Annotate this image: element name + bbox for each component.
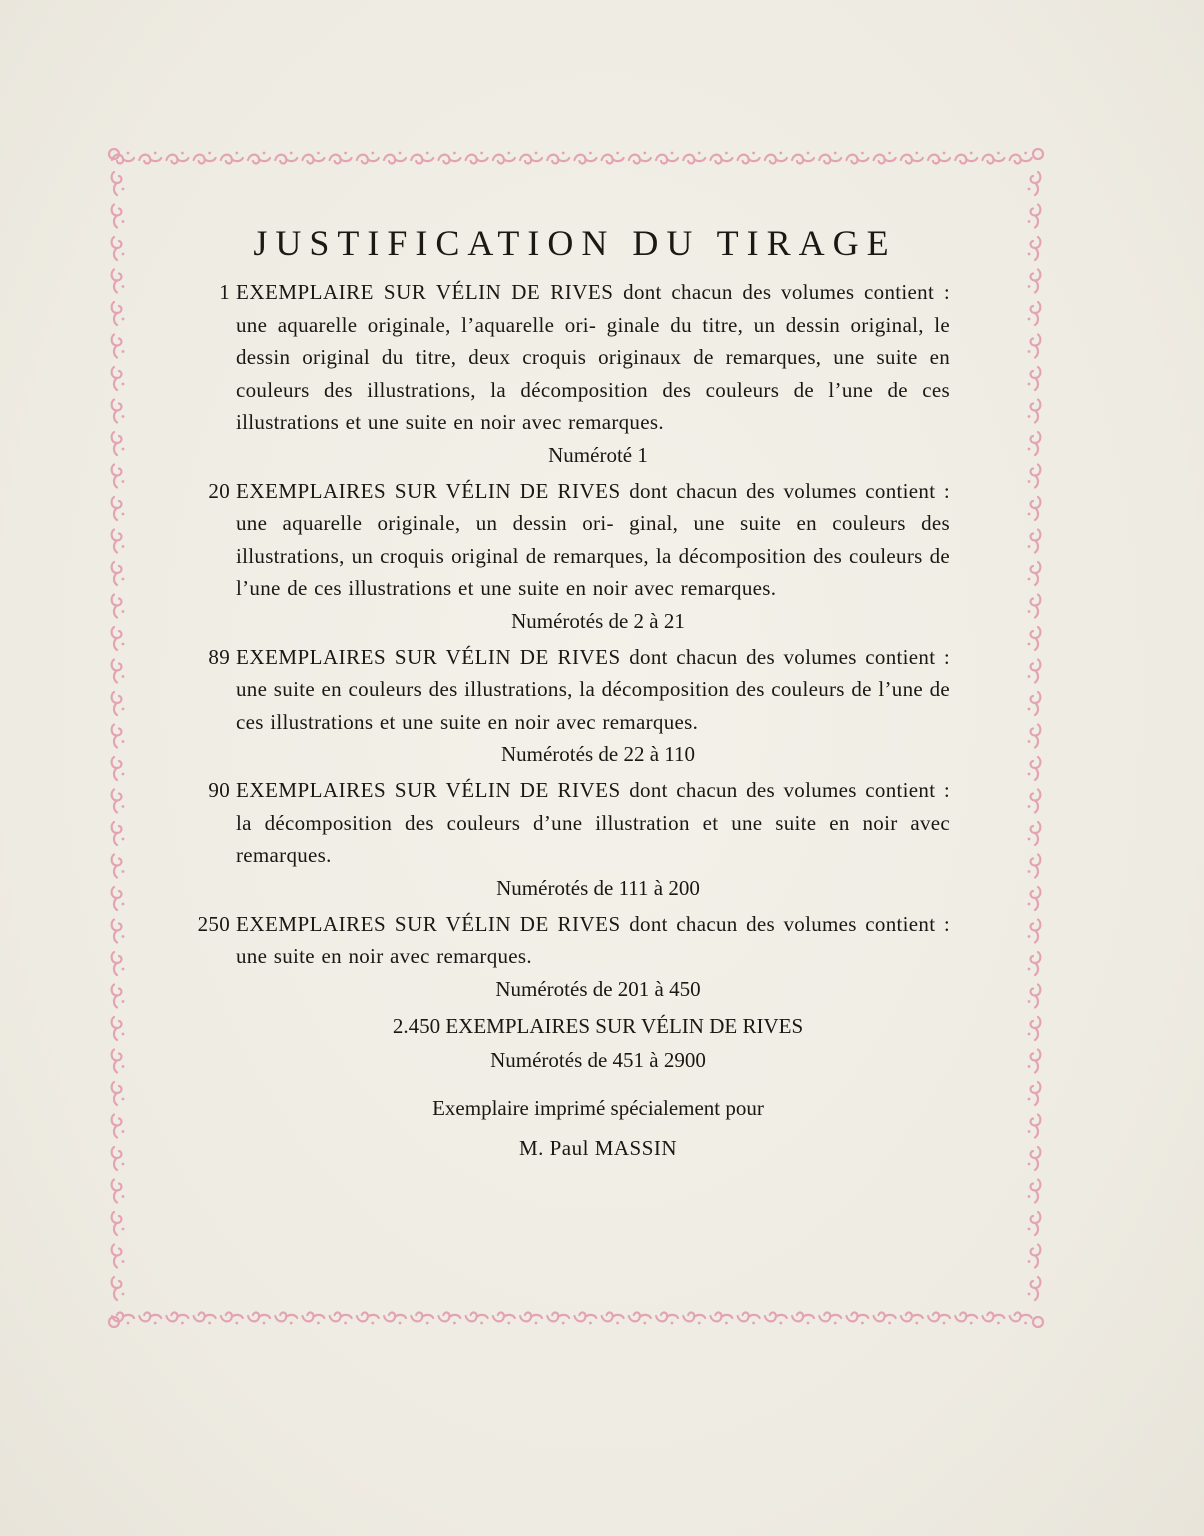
border-motif bbox=[901, 1313, 923, 1325]
edition-numbering: Numéroté 1 bbox=[548, 442, 648, 467]
border-motif bbox=[738, 1313, 760, 1325]
border-motif bbox=[194, 1313, 216, 1325]
edition-text: dont chacun des volumes contient : une aquarelle originale, l’aquarelle ori- ginale du titre, un dessin original, le dessin original du titre, deux croquis originaux de remarques, une suite en couleurs des illustrations, la décomposition des couleurs de l’une de ces illustrations et une suite en noir avec remarques. bbox=[236, 280, 950, 434]
border-motif bbox=[112, 1082, 125, 1105]
border-motif bbox=[221, 1313, 243, 1325]
edition-count: 250 bbox=[197, 911, 230, 936]
border-motif bbox=[602, 152, 624, 164]
border-motif bbox=[112, 1212, 125, 1235]
edition-numbering: Numérotés de 22 à 110 bbox=[500, 742, 695, 766]
dedication bbox=[150, 1091, 1000, 1165]
edition-numbering: Numérotés de 201 à 450 bbox=[495, 976, 701, 1001]
border-motif bbox=[1028, 497, 1041, 520]
border-motif bbox=[112, 822, 125, 845]
border-motif bbox=[139, 1313, 161, 1325]
border-motif bbox=[1028, 335, 1041, 358]
general-edition bbox=[150, 1009, 1000, 1077]
border-motif bbox=[302, 1313, 324, 1325]
edition-text: dont chacun des volumes contient : une suite en noir avec remarques. bbox=[236, 911, 950, 968]
border-motif bbox=[1028, 1115, 1041, 1138]
border-motif bbox=[1028, 1180, 1041, 1203]
border-motif bbox=[112, 1180, 125, 1203]
edition-numbering: Numérotés de 111 à 200 bbox=[496, 875, 700, 900]
border-motif bbox=[656, 1313, 678, 1325]
border-motif bbox=[166, 1313, 188, 1325]
border-motif bbox=[1028, 692, 1041, 715]
border-motif bbox=[112, 465, 125, 488]
general-edition-headline: 2.450 EXEMPLAIRES SUR VÉLIN DE RIVES bbox=[392, 1013, 804, 1038]
border-motif bbox=[1028, 595, 1041, 618]
border-motif bbox=[547, 152, 569, 164]
border-motif bbox=[819, 152, 841, 164]
edition-entry bbox=[150, 276, 1000, 471]
border-motif bbox=[1028, 887, 1041, 910]
border-motif bbox=[982, 1313, 1004, 1325]
border-motif bbox=[710, 152, 732, 164]
border-motif bbox=[112, 660, 125, 683]
border-motif bbox=[194, 152, 216, 164]
edition-entry bbox=[150, 774, 1000, 904]
border-motif bbox=[928, 152, 950, 164]
edition-text: dont chacun des volumes contient : une suite en couleurs des illustrations, la décomposition des couleurs de l’une de ces illustrations et une suite en noir avec remarques. bbox=[236, 644, 950, 734]
border-motif bbox=[520, 1313, 542, 1325]
border-motif bbox=[547, 1313, 569, 1325]
edition-entry bbox=[150, 641, 1000, 771]
border-motif bbox=[1028, 725, 1041, 748]
border-motif bbox=[275, 152, 297, 164]
border-motif bbox=[112, 887, 125, 910]
border-motif bbox=[1028, 400, 1041, 423]
border-motif bbox=[819, 1313, 841, 1325]
edition-text: dont chacun des volumes contient : la décomposition des couleurs d’une illustration et une suite en noir avec remarques. bbox=[236, 778, 950, 867]
border-motif bbox=[221, 152, 243, 164]
border-motif bbox=[112, 172, 125, 195]
edition-entry bbox=[150, 475, 1000, 637]
border-motif bbox=[1010, 152, 1032, 164]
border-motif bbox=[846, 1313, 868, 1325]
border-motif bbox=[112, 595, 125, 618]
border-motif bbox=[1028, 1212, 1041, 1235]
border-motif bbox=[112, 270, 125, 293]
border-motif bbox=[466, 1313, 488, 1325]
edition-count: 1 bbox=[219, 280, 230, 304]
edition-list bbox=[150, 276, 1000, 1005]
border-motif bbox=[330, 1313, 352, 1325]
border-motif bbox=[574, 1313, 596, 1325]
border-motif bbox=[384, 1313, 406, 1325]
edition-text: dont chacun des volumes contient : une aquarelle originale, un dessin ori- ginal, une suite en couleurs des illustrations, un croquis original de remarques, la décomposition des couleurs de l’une de ces illustrations et une suite en noir avec remarques. bbox=[236, 478, 950, 600]
border-motif bbox=[1028, 920, 1041, 943]
border-motif bbox=[384, 152, 406, 164]
border-motif bbox=[1028, 952, 1041, 975]
colophon-content bbox=[150, 222, 1000, 1165]
edition-headline: EXEMPLAIRES SUR VÉLIN DE RIVES bbox=[236, 478, 621, 503]
border-motif bbox=[1028, 432, 1041, 455]
border-motif bbox=[438, 152, 460, 164]
border-corner bbox=[1033, 149, 1043, 159]
border-motif bbox=[112, 367, 125, 390]
border-motif bbox=[765, 1313, 787, 1325]
border-motif bbox=[112, 1313, 134, 1325]
border-motif bbox=[955, 1313, 977, 1325]
edition-description bbox=[150, 475, 950, 605]
dedication-recipient: M. Paul MASSIN bbox=[518, 1135, 678, 1160]
border-motif bbox=[928, 1313, 950, 1325]
edition-description bbox=[150, 908, 950, 973]
border-motif bbox=[112, 1147, 125, 1170]
border-motif bbox=[1028, 562, 1041, 585]
border-motif bbox=[112, 627, 125, 650]
border-motif bbox=[112, 920, 125, 943]
border-motif bbox=[792, 1313, 814, 1325]
border-motif bbox=[493, 1313, 515, 1325]
border-motif bbox=[1028, 855, 1041, 878]
border-motif bbox=[411, 1313, 433, 1325]
border-motif bbox=[112, 400, 125, 423]
border-motif bbox=[112, 1277, 125, 1300]
border-motif bbox=[112, 432, 125, 455]
border-motif bbox=[1028, 1245, 1041, 1268]
border-motif bbox=[765, 152, 787, 164]
border-motif bbox=[112, 562, 125, 585]
border-motif bbox=[112, 152, 134, 164]
border-motif bbox=[112, 205, 125, 228]
edition-headline: EXEMPLAIRES SUR VÉLIN DE RIVES bbox=[236, 644, 621, 669]
edition-count: 90 bbox=[208, 778, 230, 802]
border-motif bbox=[493, 152, 515, 164]
border-motif bbox=[874, 152, 896, 164]
border-motif bbox=[683, 1313, 705, 1325]
border-motif bbox=[1028, 757, 1041, 780]
edition-description bbox=[150, 276, 950, 439]
border-motif bbox=[112, 692, 125, 715]
page-title: JUSTIFICATION DU TIRAGE bbox=[253, 223, 897, 263]
border-motif bbox=[112, 335, 125, 358]
border-motif bbox=[738, 152, 760, 164]
border-motif bbox=[1028, 205, 1041, 228]
border-motif bbox=[466, 152, 488, 164]
border-motif bbox=[1028, 367, 1041, 390]
edition-entry bbox=[150, 908, 1000, 1005]
border-motif bbox=[112, 1017, 125, 1040]
border-motif bbox=[112, 1245, 125, 1268]
border-motif bbox=[112, 952, 125, 975]
border-motif bbox=[982, 152, 1004, 164]
general-edition-numbering: Numérotés de 451 à 2900 bbox=[490, 1047, 706, 1072]
border-motif bbox=[357, 1313, 379, 1325]
border-motif bbox=[302, 152, 324, 164]
border-motif bbox=[1028, 660, 1041, 683]
border-motif bbox=[1028, 627, 1041, 650]
edition-count: 20 bbox=[208, 478, 230, 503]
border-motif bbox=[112, 725, 125, 748]
border-motif bbox=[1010, 1313, 1032, 1325]
border-motif bbox=[683, 152, 705, 164]
border-motif bbox=[1028, 270, 1041, 293]
border-motif bbox=[112, 1115, 125, 1138]
edition-headline: EXEMPLAIRES SUR VÉLIN DE RIVES bbox=[236, 911, 621, 936]
border-corner bbox=[1033, 1317, 1043, 1327]
border-motif bbox=[901, 152, 923, 164]
border-motif bbox=[574, 152, 596, 164]
border-motif bbox=[1028, 1017, 1041, 1040]
border-motif bbox=[1028, 1277, 1041, 1300]
border-motif bbox=[112, 237, 125, 260]
border-motif bbox=[602, 1313, 624, 1325]
border-motif bbox=[166, 152, 188, 164]
border-motif bbox=[955, 152, 977, 164]
border-motif bbox=[629, 1313, 651, 1325]
border-motif bbox=[112, 497, 125, 520]
border-motif bbox=[112, 757, 125, 780]
border-motif bbox=[248, 152, 270, 164]
border-motif bbox=[112, 985, 125, 1008]
border-motif bbox=[330, 152, 352, 164]
border-motif bbox=[112, 790, 125, 813]
dedication-line: Exemplaire imprimé spécialement pour bbox=[432, 1095, 764, 1120]
border-motif bbox=[1028, 237, 1041, 260]
edition-headline: EXEMPLAIRE SUR VÉLIN DE RIVES bbox=[236, 280, 614, 304]
border-motif bbox=[874, 1313, 896, 1325]
border-motif bbox=[520, 152, 542, 164]
border-motif bbox=[248, 1313, 270, 1325]
border-motif bbox=[629, 152, 651, 164]
border-motif bbox=[411, 152, 433, 164]
border-motif bbox=[1028, 530, 1041, 553]
border-motif bbox=[112, 855, 125, 878]
edition-description bbox=[150, 641, 950, 739]
border-motif bbox=[112, 1050, 125, 1073]
border-motif bbox=[1028, 302, 1041, 325]
edition-description bbox=[150, 774, 950, 872]
border-motif bbox=[112, 530, 125, 553]
edition-headline: EXEMPLAIRES SUR VÉLIN DE RIVES bbox=[236, 778, 621, 802]
border-motif bbox=[1028, 465, 1041, 488]
border-motif bbox=[438, 1313, 460, 1325]
border-motif bbox=[275, 1313, 297, 1325]
border-motif bbox=[1028, 1082, 1041, 1105]
border-motif bbox=[112, 302, 125, 325]
border-motif bbox=[846, 152, 868, 164]
border-motif bbox=[710, 1313, 732, 1325]
border-motif bbox=[139, 152, 161, 164]
border-motif bbox=[656, 152, 678, 164]
border-motif bbox=[1028, 790, 1041, 813]
border-motif bbox=[1028, 172, 1041, 195]
border-motif bbox=[792, 152, 814, 164]
border-motif bbox=[1028, 1050, 1041, 1073]
border-motif bbox=[1028, 822, 1041, 845]
border-motif bbox=[1028, 1147, 1041, 1170]
edition-numbering: Numérotés de 2 à 21 bbox=[511, 608, 685, 633]
edition-count: 89 bbox=[208, 644, 230, 669]
border-motif bbox=[1028, 985, 1041, 1008]
border-motif bbox=[357, 152, 379, 164]
